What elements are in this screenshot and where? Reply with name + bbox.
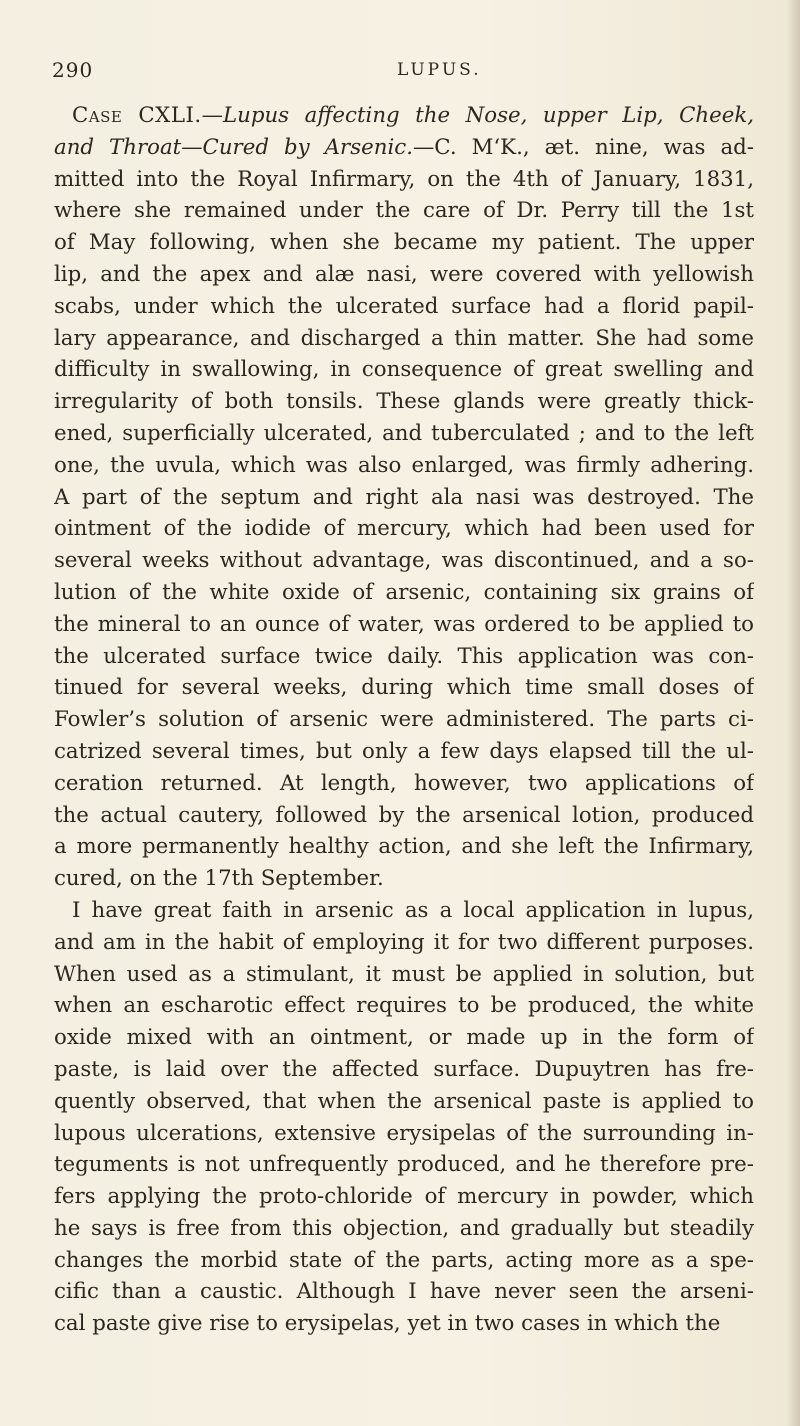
text-segment: oxide mixed with an ointment, or made up in the form of: [54, 1025, 754, 1051]
text-line: [54, 513, 754, 545]
text-line: [54, 545, 754, 577]
text-line: [54, 291, 754, 323]
text-segment: Cured by Arsenic.: [202, 134, 413, 160]
text-segment: changes the morbid state of the parts, acting more as a spe-: [54, 1247, 754, 1273]
page-edge-shadow: [786, 0, 800, 1426]
text-line: [54, 354, 754, 386]
text-segment: of May following, when she became my patient. The upper: [54, 230, 754, 256]
text-segment: lary appearance, and discharged a thin matter. She had some: [54, 325, 754, 351]
text-line: [54, 863, 754, 895]
text-segment: lution of the white oxide of arsenic, containing six grains of: [54, 579, 754, 605]
text-segment: fers applying the proto-chloride of mercury in powder, which: [54, 1184, 754, 1210]
text-line: [54, 386, 754, 418]
text-segment: quently observed, that when the arsenical paste is applied to: [54, 1088, 754, 1114]
text-segment: cal paste give rise to erysipelas, yet in two cases in which the: [54, 1311, 721, 1337]
text-segment: ceration returned. At length, however, two applications of: [54, 770, 754, 796]
text-segment: ointment of the iodide of mercury, which had been used for: [54, 516, 754, 542]
text-line: [54, 577, 754, 609]
text-segment: A part of the septum and right ala nasi was destroyed. The: [54, 484, 754, 510]
text-line: [54, 895, 754, 927]
text-segment: lip, and the apex and alæ nasi, were covered with yellowish: [54, 261, 754, 287]
text-line: [54, 704, 754, 736]
text-line: [54, 1245, 754, 1277]
text-segment: paste, is laid over the affected surface. Dupuytren has fre-: [54, 1056, 754, 1082]
text-segment: Fowler’s solution of arsenic were administered. The parts ci-: [54, 707, 754, 733]
text-line: [54, 227, 754, 259]
text-segment: cured, on the 17th September.: [54, 866, 384, 892]
text-line: [54, 418, 754, 450]
text-segment: the mineral to an ounce of water, was ordered to be applied to: [54, 611, 754, 637]
text-line: [54, 164, 754, 196]
text-line: [54, 195, 754, 227]
text-segment: —: [201, 103, 223, 128]
text-segment: a more permanently healthy action, and she left the Infirmary,: [54, 834, 754, 860]
text-line: [54, 641, 754, 673]
page-number: 290: [52, 58, 94, 82]
text-line: [54, 1149, 754, 1181]
text-segment: when an escharotic effect requires to be produced, the white: [54, 993, 754, 1019]
text-line: [54, 800, 754, 832]
text-line: [54, 768, 754, 800]
text-segment: Lupus affecting the Nose, upper Lip, Cheek,: [222, 103, 754, 128]
text-line: [54, 959, 754, 991]
text-line: [54, 323, 754, 355]
text-line: [54, 450, 754, 482]
text-segment: teguments is not unfrequently produced, and he therefore pre-: [54, 1152, 754, 1178]
text-segment: irregularity of both tonsils. These glands were greatly thick-: [54, 389, 754, 415]
text-segment: When used as a stimulant, it must be applied in solution, but: [54, 961, 754, 987]
text-line: [54, 100, 754, 132]
text-line: [54, 1054, 754, 1086]
text-segment: and am in the habit of employing it for two different purposes.: [54, 929, 754, 955]
text-line: [54, 1022, 754, 1054]
text-segment: and Throat: [54, 134, 182, 160]
text-line: [54, 1181, 754, 1213]
text-line: [54, 482, 754, 514]
text-line: [54, 132, 754, 164]
text-segment: tinued for several weeks, during which time small doses of: [54, 675, 754, 701]
text-line: [54, 1308, 754, 1340]
body-text: [54, 100, 754, 1340]
text-line: [54, 1276, 754, 1308]
text-line: [54, 672, 754, 704]
text-line: [54, 609, 754, 641]
text-segment: lupous ulcerations, extensive erysipelas of the surrounding in-: [54, 1120, 754, 1146]
text-segment: the ulcerated surface twice daily. This application was con-: [54, 643, 754, 669]
running-title: LUPUS.: [397, 60, 482, 80]
text-line: [54, 259, 754, 291]
text-segment: Case CXLI.: [72, 103, 202, 128]
text-segment: mitted into the Royal Infirmary, on the 4th of January, 1831,: [54, 166, 754, 192]
text-line: [54, 990, 754, 1022]
running-head: [52, 58, 752, 88]
text-segment: several weeks without advantage, was discontinued, and a so-: [54, 548, 754, 574]
text-segment: he says is free from this objection, and gradually but steadily: [54, 1215, 754, 1241]
text-line: [54, 927, 754, 959]
text-segment: cific than a caustic. Although I have never seen the arseni-: [54, 1279, 754, 1305]
text-segment: scabs, under which the ulcerated surface had a florid papil-: [54, 293, 754, 319]
text-segment: —C. M‘K., æt. nine, was ad-: [412, 134, 754, 160]
text-segment: —: [181, 134, 203, 160]
text-segment: ened, superficially ulcerated, and tuberculated ; and to the left: [54, 420, 754, 446]
text-line: [54, 1213, 754, 1245]
text-segment: catrized several times, but only a few days elapsed till the ul-: [54, 738, 754, 764]
text-line: [54, 831, 754, 863]
text-line: [54, 1118, 754, 1150]
text-segment: difficulty in swallowing, in consequence of great swelling and: [54, 357, 754, 383]
text-segment: one, the uvula, which was also enlarged, was firmly adhering.: [54, 452, 754, 478]
text-segment: the actual cautery, followed by the arsenical lotion, produced: [54, 802, 754, 828]
text-line: [54, 1086, 754, 1118]
text-segment: I have great faith in arsenic as a local application in lupus,: [72, 897, 754, 923]
text-line: [54, 736, 754, 768]
text-segment: where she remained under the care of Dr. Perry till the 1st: [54, 198, 754, 224]
